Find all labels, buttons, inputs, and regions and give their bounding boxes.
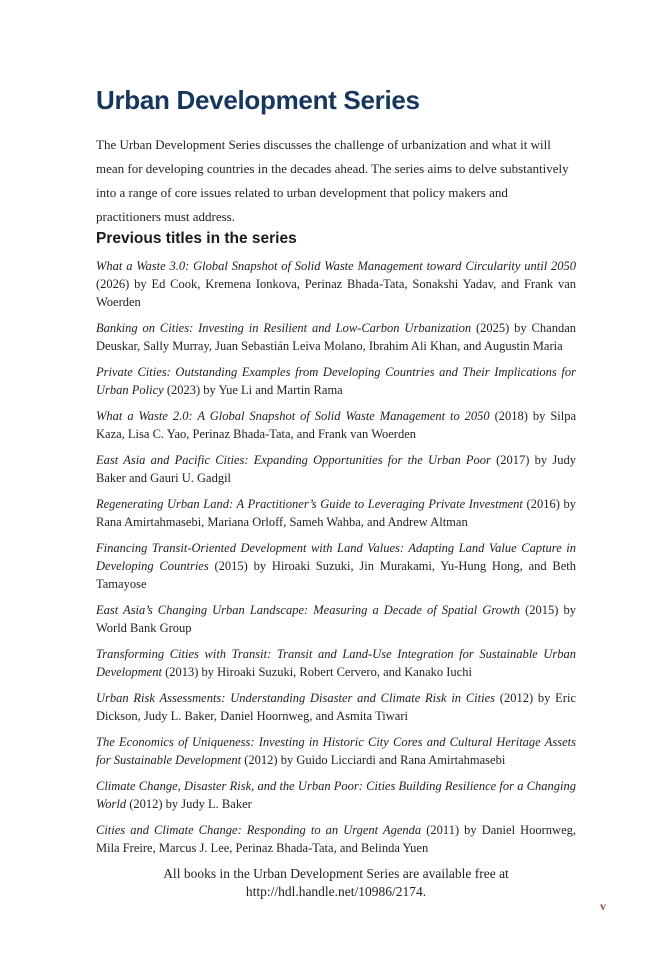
series-intro-paragraph: The Urban Development Series discusses the challenge of urbanization and what it will mean for developing countries in the decades ahead. The series aims to delve substantively into a range of core issues related to urban development that policy makers and practitioners must address. <box>96 137 569 224</box>
book-title-italic: What a Waste 2.0: A Global Snapshot of Solid Waste Management to 2050 <box>96 409 490 423</box>
entry-year-authors: (2015) by Hiroaki Suzuki, Jin Murakami, Yu-Hung Hong, and Beth Tamayose <box>96 559 576 591</box>
series-entry <box>96 645 576 681</box>
series-entry <box>96 689 576 725</box>
footer-note <box>96 865 576 901</box>
book-title-italic: The Economics of Uniqueness: Investing in Historic City Cores and Cultural Heritage Assets for Sustainable Development <box>96 735 576 767</box>
book-title-italic: Cities and Climate Change: Responding to an Urgent Agenda <box>96 823 422 837</box>
book-title-italic: Urban Risk Assessments: Understanding Disaster and Climate Risk in Cities <box>96 691 496 705</box>
entry-year-authors: (2026) by Ed Cook, Kremena Ionkova, Perinaz Bhada-Tata, Sonakshi Yadav, and Frank van Woerden <box>96 277 576 309</box>
entry-year-authors: (2025) by Chandan Deuskar, Sally Murray, Juan Sebastián Leiva Molano, Ibrahim Ali Khan, and Augustin Maria <box>96 321 576 353</box>
book-title-italic: Climate Change, Disaster Risk, and the Urban Poor: Cities Building Resilience for a Changing World <box>96 779 576 811</box>
entry-year-authors: (2023) by Yue Li and Martin Rama <box>166 383 343 397</box>
book-title-italic: Regenerating Urban Land: A Practitioner’s Guide to Leveraging Private Investment <box>96 497 523 511</box>
book-title-italic: Financing Transit-Oriented Development with Land Values: Adapting Land Value Capture in Developing Countries <box>96 541 576 573</box>
entry-year-authors: (2017) by Judy Baker and Gauri U. Gadgil <box>96 453 577 485</box>
footer-availability-text: All books in the Urban Development Series are available free at <box>163 866 509 881</box>
entry-year-authors: (2012) by Eric Dickson, Judy L. Baker, Daniel Hoornweg, and Asmita Tiwari <box>96 691 576 723</box>
previous-titles-list <box>96 257 576 857</box>
series-entry <box>96 407 576 443</box>
series-entry <box>96 363 576 399</box>
book-title-italic: East Asia’s Changing Urban Landscape: Measuring a Decade of Spatial Growth <box>96 603 521 617</box>
book-title-italic: Private Cities: Outstanding Examples from Developing Countries and Their Implications for Urban Policy <box>96 365 576 397</box>
series-entry <box>96 821 576 857</box>
book-title-italic: What a Waste 3.0: Global Snapshot of Solid Waste Management toward Circularity until 2050 <box>96 259 576 273</box>
entry-year-authors: (2013) by Hiroaki Suzuki, Robert Cervero, and Kanako Iuchi <box>165 665 472 679</box>
page-title: Urban Development Series <box>96 85 420 115</box>
entry-year-authors: (2016) by Rana Amirtahmasebi, Mariana Orloff, Sameh Wahba, and Andrew Altman <box>96 497 577 529</box>
entry-year-authors: (2015) by World Bank Group <box>96 603 576 635</box>
series-url-link[interactable]: http://hdl.handle.net/10986/2174. <box>245 884 427 899</box>
series-entry <box>96 601 576 637</box>
book-title-italic: Transforming Cities with Transit: Transit and Land-Use Integration for Sustainable Urban Development <box>96 647 576 679</box>
series-entry <box>96 257 576 311</box>
entry-year-authors: (2012) by Judy L. Baker <box>129 797 252 811</box>
previous-titles-heading: Previous titles in the series <box>96 230 297 247</box>
entry-year-authors: (2011) by Daniel Hoornweg, Mila Freire, Marcus J. Lee, Perinaz Bhada-Tata, and Belinda Yuen <box>96 823 577 855</box>
page-number-folio: v <box>600 899 606 913</box>
book-title-italic: Banking on Cities: Investing in Resilient and Low-Carbon Urbanization <box>96 321 472 335</box>
entry-year-authors: (2018) by Silpa Kaza, Lisa C. Yao, Perinaz Bhada-Tata, and Frank van Woerden <box>96 409 577 441</box>
series-entry <box>96 451 576 487</box>
series-entry <box>96 733 576 769</box>
entry-year-authors: (2012) by Guido Licciardi and Rana Amirtahmasebi <box>244 753 506 767</box>
series-entry <box>96 777 576 813</box>
series-entry <box>96 319 576 355</box>
series-entry <box>96 539 576 593</box>
series-entry <box>96 495 576 531</box>
book-title-italic: East Asia and Pacific Cities: Expanding Opportunities for the Urban Poor <box>96 453 491 467</box>
